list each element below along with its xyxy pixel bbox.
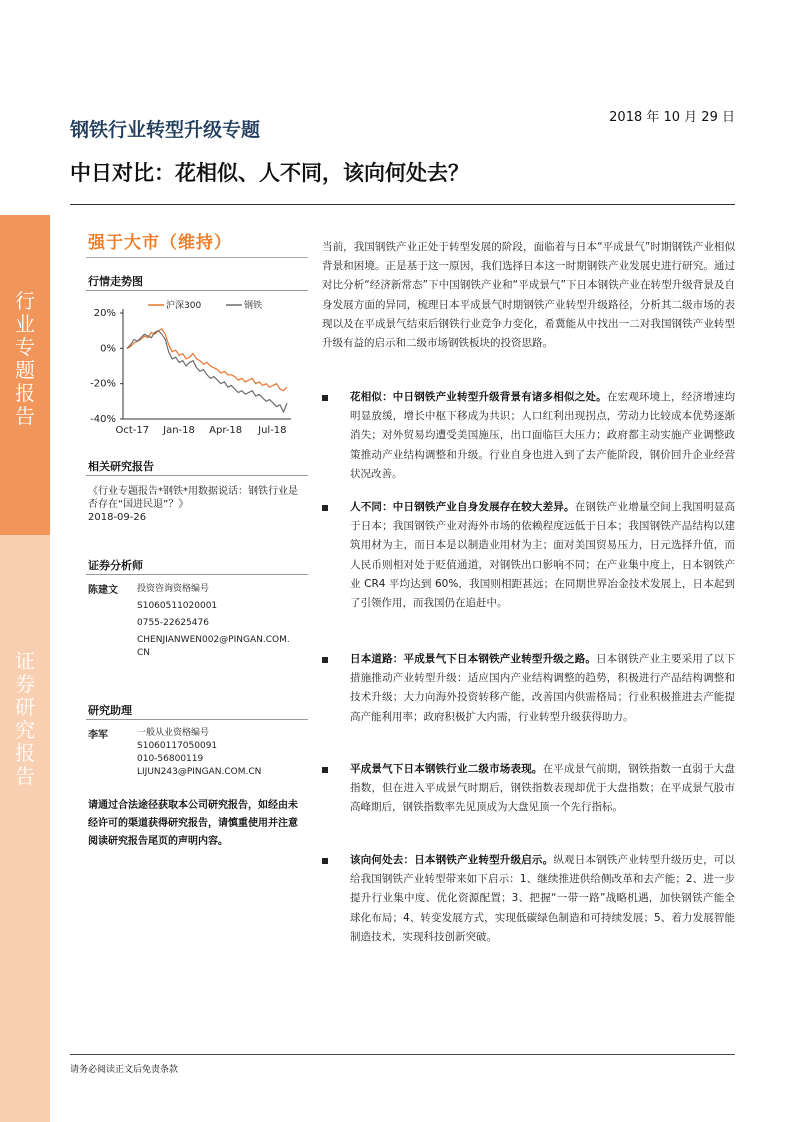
assistant-name: 李军	[88, 730, 108, 741]
bullet-square-icon	[322, 395, 328, 401]
bullet-body: 在宏观环境上，经济增速均明显放缓，增长中枢下移成为共识；人口红利出现拐点，劳动力比较成本优势逐渐消失；对外贸易均遭受美国施压，出口面临巨大压力；政府都主动实施产业调整政策推动产业结构调整和升级。行业自身也进入到了去产能阶段，钢价回升企业经营状况改善。	[350, 391, 736, 480]
y-tick-label: 20%	[93, 308, 116, 319]
analyst-cert-no: S1060511020001	[137, 601, 218, 611]
related-report-item[interactable]	[88, 485, 306, 524]
bullet-heading: 日本道路：平成景气下日本钢铁产业转型升级之路。	[350, 653, 597, 665]
bullet-body: 纵观日本钢铁产业转型升级历史，可以给我国钢铁产业转型带来如下启示：1、继续推进供给侧改革和去产能；2、进一步提升行业集中度、优化资源配置；3、把握“一带一路”战略机遇，加快钢铁产能全球化布局；4、转变发展方式，实现低碳绿色制造和可持续发展；5、着力发展智能制造技术，实现科技创新突破。	[350, 854, 736, 943]
sidebar-char: 究	[15, 718, 35, 742]
bullet-heading: 人不同：中日钢铁产业自身发展存在较大差异。	[350, 501, 575, 513]
chart-axes	[123, 309, 291, 419]
analyst-phone: 0755-22625476	[137, 618, 209, 628]
analyst-email-line2[interactable]: CN	[137, 648, 151, 658]
y-tick-label: -20%	[90, 378, 116, 390]
header-divider	[70, 204, 735, 205]
rating-divider	[86, 257, 308, 258]
sidebar-char: 行	[15, 289, 35, 313]
bullet-heading: 平成景气下日本钢铁行业二级市场表现。	[350, 763, 543, 775]
bullet-item	[322, 650, 735, 727]
assistant-cert-label: 一般从业资格编号	[137, 728, 210, 738]
related-reports-divider	[86, 475, 308, 476]
sidebar-char: 题	[15, 358, 35, 382]
analyst-cert-label: 投资咨询资格编号	[137, 584, 210, 594]
y-tick-label: -40%	[90, 414, 116, 425]
sidebar-char: 证	[15, 649, 35, 673]
footer-disclaimer[interactable]: 请务必阅读正文后免责条款	[70, 1065, 179, 1075]
sidebar-label-report-type	[0, 290, 50, 428]
bullet-item	[322, 851, 735, 947]
analyst-name: 陈建文	[88, 585, 118, 596]
report-date: 2018 年 10 月 29 日	[609, 110, 735, 125]
bullet-heading: 该向何处去：日本钢铁产业转型升级启示。	[350, 854, 554, 866]
related-reports-heading: 相关研究报告	[88, 460, 154, 473]
sidebar-label-securities-research	[0, 650, 50, 788]
footer-divider	[70, 1054, 735, 1055]
sidebar-char: 告	[15, 764, 35, 788]
assistant-phone: 010-56800119	[137, 754, 204, 764]
sidebar-char: 专	[15, 335, 35, 359]
chart-legend	[148, 299, 262, 311]
analyst-email-line1[interactable]: CHENJIANWEN002@PINGAN.COM.	[137, 635, 290, 645]
sidebar-char: 告	[15, 404, 35, 428]
bullet-body: 在平成景气前期，钢铁指数一直弱于大盘指数，但在进入平成景气时期后，钢铁指数表现却优于大盘指数；在平成景气股市高峰期后，钢铁指数率先见顶成为大盘见顶一个先行指标。	[350, 763, 736, 814]
assistant-divider	[86, 719, 308, 720]
sidebar-char: 报	[15, 381, 35, 405]
analyst-divider	[86, 574, 308, 575]
bullet-square-icon	[322, 767, 328, 773]
bullet-square-icon	[322, 505, 328, 511]
y-tick-label: 0%	[100, 343, 116, 355]
rating-label: 强于大市（维持）	[88, 233, 232, 253]
bullet-body: 在钢铁产业增量空间上我国明显高于日本；我国钢铁产业对海外市场的依赖程度远低于日本；我国钢铁产品结构以建筑用材为主，而日本是以制造业用材为主；面对美国贸易压力，日元选择升值，而人民币则相对处于贬值通道，对钢铁出口影响不同；在产业集中度上，日本钢铁产业 CR4 平均达到 60%，我国则相距甚远；在同期世界冶金技术发展上，日本起到了引领作用，而我国仍在追赶中。	[350, 501, 736, 610]
x-tick-label: Apr-18	[209, 425, 243, 436]
assistant-cert-no: S1060117050091	[137, 741, 218, 751]
sidebar-char: 报	[15, 741, 35, 765]
intro-paragraph: 当前，我国钢铁产业正处于转型发展的阶段，面临着与日本“平成景气”时期钢铁产业相似背景和困境。正是基于这一原因，我们选择日本这一时期钢铁产业发展史进行研究。通过对比分析“经济新常态”下中国钢铁产业和“平成景气”下日本钢铁产业在转型升级背景及自身发展方面的异同，梳理日本平成景气时期钢铁产业转型升级路径，分析其二级市场的表现以及在平成景气结束后钢铁行业竞争力变化，希冀能从中找出一二对我国钢铁产业转型升级有益的启示和二级市场钢铁板块的投资思路。	[322, 241, 735, 350]
legend-label: 钢铁	[244, 301, 263, 311]
related-report-date: 2018-09-26	[88, 512, 147, 523]
report-series: 钢铁行业转型升级专题	[70, 119, 261, 141]
assistant-email[interactable]: LIJUN243@PINGAN.COM.CN	[137, 767, 262, 777]
bullet-heading: 花相似：中日钢铁产业转型升级背景有诸多相似之处。	[350, 391, 607, 403]
x-tick-label: Jul-18	[258, 425, 287, 436]
analyst-contact	[137, 583, 290, 660]
sidebar-char: 券	[15, 672, 35, 696]
access-warning: 请通过合法途径获取本公司研究报告，如经由未经许可的渠道获得研究报告，请慎重使用并注意阅读研究报告尾页的声明内容。	[88, 800, 298, 847]
market-trend-heading: 行情走势图	[88, 275, 143, 288]
bullet-item	[322, 760, 735, 818]
bullet-body: 日本钢铁产业主要采用了以下措施推动产业转型升级：适应国内产业结构调整的趋势，积极进行产品结构调整和技术升级；大力向海外投资转移产能，改善国内供需格局；行业积极推进去产能提高产能利用率；政府积极扩大内需，行业转型升级获得助力。	[350, 653, 736, 723]
bullet-item	[322, 498, 735, 613]
market-trend-divider	[86, 290, 308, 291]
assistant-heading: 研究助理	[88, 704, 132, 717]
sidebar-char: 业	[15, 312, 35, 336]
sidebar-bottom-band	[0, 535, 50, 1122]
chart-ticks	[90, 308, 286, 436]
bullet-square-icon	[322, 858, 328, 864]
chart-lines	[127, 329, 287, 412]
analyst-heading: 证券分析师	[88, 559, 143, 572]
page-title: 中日对比：花相似、人不同，该向何处去？	[70, 161, 469, 185]
market-trend-chart	[86, 296, 308, 442]
bullet-square-icon	[322, 657, 328, 663]
related-report-title[interactable]: 《行业专题报告*钢铁*用数据说话：钢铁行业是否存在“国进民退”？》	[88, 486, 298, 510]
x-tick-label: Oct-17	[115, 425, 150, 436]
bullet-item	[322, 388, 735, 484]
legend-label: 沪深300	[166, 301, 202, 311]
x-tick-label: Jan-18	[163, 425, 195, 436]
assistant-contact	[137, 727, 261, 779]
sidebar-char: 研	[15, 695, 35, 719]
series-line-steel	[127, 331, 287, 412]
